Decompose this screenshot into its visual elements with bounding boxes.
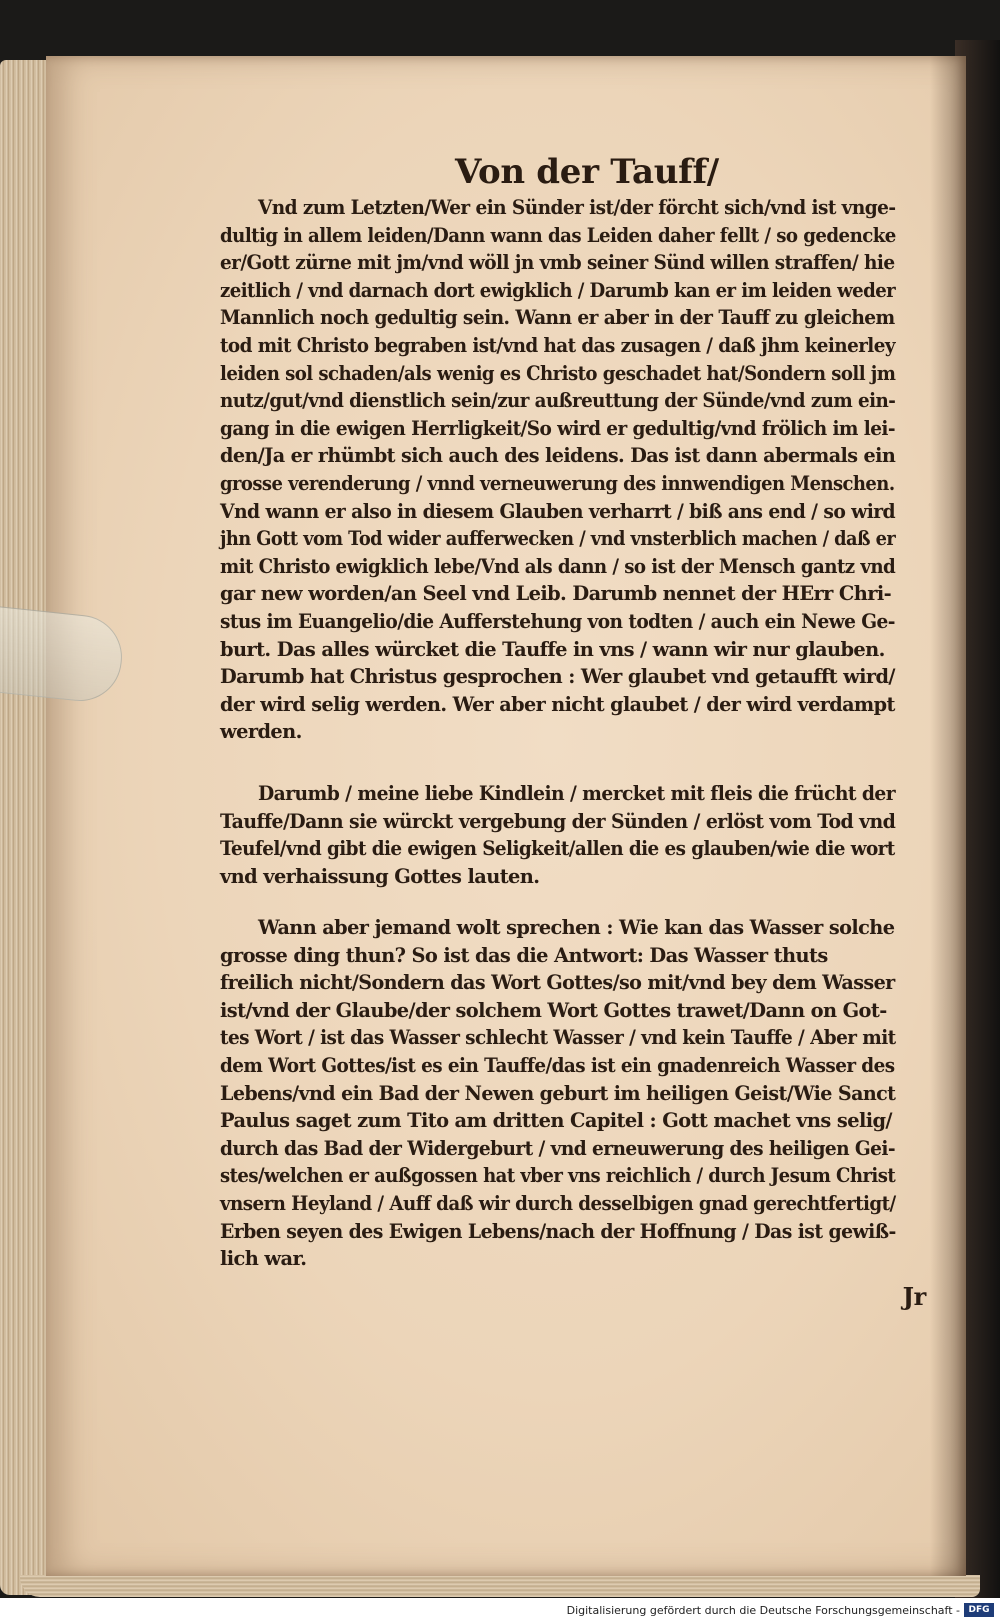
text-line: vnd verhaissung Gottes lauten.: [220, 864, 540, 888]
text-line: mit Christo ewigklich lebe/Vnd als dann / so ist der Mensch gantz vnd: [220, 554, 896, 578]
text-line: grosse ding thun? So ist das die Antwort: Das Wasser thuts: [220, 943, 828, 967]
text-line: Vnd wann er also in diesem Glauben verharrt / biß ans end / so wird: [220, 499, 896, 523]
text-line: nutz/gut/vnd dienstlich sein/zur außreuttung der Sünde/vnd zum ein-: [220, 389, 896, 413]
text-line: durch das Bad der Widergeburt / vnd erneuwerung des heiligen Gei-: [220, 1136, 895, 1160]
text-line: Paulus saget zum Tito am dritten Capitel : Gott machet vns selig/: [220, 1109, 892, 1133]
text-line: Erben seyen des Ewigen Lebens/nach der Hoffnung / Das ist gewiß-: [220, 1219, 896, 1243]
text-line: vnsern Heyland / Auff daß wir durch desselbigen gnad gerechtfertigt/: [220, 1192, 896, 1215]
text-line: leiden sol schaden/als wenig es Christo geschadet hat/Sondern soll jm: [220, 361, 896, 385]
text-line: Wann aber jemand wolt sprechen : Wie kan das Wasser solche: [258, 916, 895, 939]
text-line: Lebens/vnd ein Bad der Newen geburt im heiligen Geist/Wie Sanct: [220, 1081, 896, 1105]
dfg-logo: DFG: [964, 1603, 994, 1617]
text-line: den/Ja er rhümbt sich auch des leidens. Das ist dann abermals ein: [220, 444, 896, 468]
text-line: Mannlich noch gedultig sein. Wann er aber in der Tauff zu gleichem: [220, 306, 895, 330]
text-line: werden.: [220, 720, 302, 744]
text-line: lich war.: [220, 1247, 307, 1271]
footer-credit: Digitalisierung gefördert durch die Deutsche Forschungsgemeinschaft -: [566, 1604, 960, 1617]
text-line: jhn Gott vom Tod wider aufferwecken / vnd vnsterblich machen / daß er: [220, 527, 896, 551]
text-line: Teufel/vnd gibt die ewigen Seligkeit/allen die es glauben/wie die wort: [220, 837, 895, 861]
text-line: burt. Das alles würcket die Tauffe in vns / wann wir nur glauben.: [220, 637, 885, 661]
page-edge-bottom: [20, 1575, 980, 1597]
text-line: Vnd zum Letzten/Wer ein Sünder ist/der förcht sich/vnd ist vnge-: [258, 196, 896, 219]
text-line: zeitlich / vnd darnach dort ewigklich / Darumb kan er im leiden weder: [220, 278, 896, 302]
text-line: tod mit Christo begraben ist/vnd hat das zusagen / daß jhm keinerley: [220, 334, 895, 357]
text-line: freilich nicht/Sondern das Wort Gottes/so mit/vnd bey dem Wasser: [220, 971, 895, 995]
text-line: er/Gott zürne mit jm/vnd wöll jn vmb seiner Sünd willen straffen/ hie: [220, 251, 895, 275]
text-line: tes Wort / ist das Wasser schlecht Wasser / vnd kein Tauffe / Aber mit: [220, 1026, 896, 1050]
text-line: grosse verenderung / vnnd verneuwerung des innwendigen Menschen.: [220, 472, 895, 495]
text-line: stus im Euangelio/die Aufferstehung von todten / auch ein Newe Ge-: [220, 610, 895, 633]
text-line: stes/welchen er außgossen hat vber vns reichlich / durch Jesum Christ: [220, 1164, 896, 1188]
text-line: gar new worden/an Seel vnd Leib. Darumb nennet der HErr Chri-: [220, 582, 892, 606]
catchword: Jr: [902, 1282, 926, 1311]
text-line: dem Wort Gottes/ist es ein Tauffe/das ist ein gnadenreich Wasser des: [220, 1054, 895, 1077]
text-line: Darumb hat Christus gesprochen : Wer glaubet vnd getaufft wird/: [220, 665, 895, 689]
text-line: ist/vnd der Glaube/der solchem Wort Gottes trawet/Dann on Got-: [220, 998, 887, 1022]
text-line: der wird selig werden. Wer aber nicht glaubet / der wird verdampt: [220, 692, 895, 716]
text-line: dultig in allem leiden/Dann wann das Leiden daher fellt / so gedencke: [220, 223, 896, 247]
text-line: gang in die ewigen Herrligkeit/So wird er gedultig/vnd frölich im lei-: [220, 416, 895, 440]
text-line: Darumb / meine liebe Kindlein / mercket mit fleis die frücht der: [258, 782, 896, 805]
spine-shadow: [930, 56, 966, 1576]
page-heading: Von der Tauff/: [455, 152, 719, 192]
text-line: Tauffe/Dann sie würckt vergebung der Sünden / erlöst vom Tod vnd: [220, 809, 896, 833]
